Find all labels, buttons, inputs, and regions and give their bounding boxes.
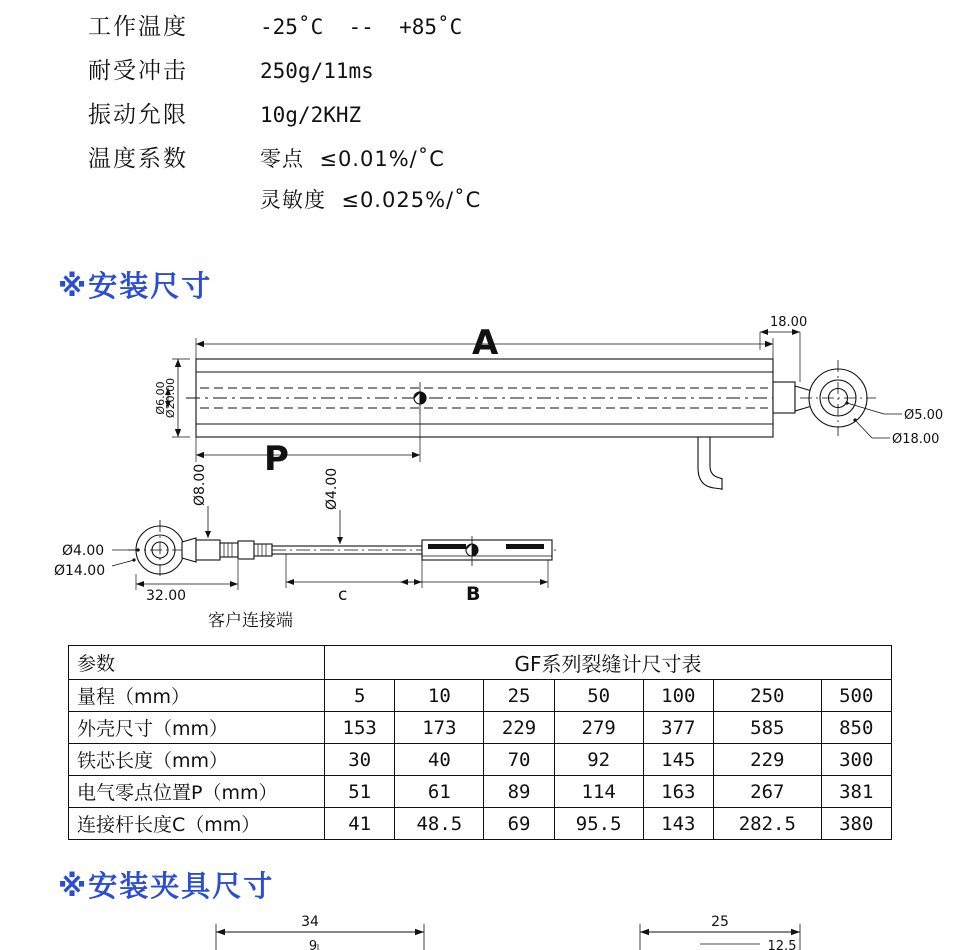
table-row <box>69 646 892 680</box>
table-cell: 282.5 <box>714 808 822 840</box>
clamp-dim-12-5: 12.5 <box>767 939 797 950</box>
table-cell: 40 <box>395 744 484 776</box>
table-row <box>69 712 892 744</box>
spec-value: 250g/11ms <box>260 59 374 83</box>
drawing-label-P: P <box>264 439 289 479</box>
spec-value: 10g/2KHZ <box>260 103 362 127</box>
dim-d20: Ø20.00 <box>164 377 177 419</box>
table-cell: 500 <box>821 680 891 712</box>
table-cell: 48.5 <box>395 808 484 840</box>
table-cell: 229 <box>484 712 554 744</box>
table-row-label: 外壳尺寸（mm） <box>69 712 325 744</box>
table-row <box>69 744 892 776</box>
spec-row <box>88 52 481 96</box>
table-cell: 279 <box>554 712 643 744</box>
dim-d6: Ø6.00 <box>154 381 167 415</box>
dim-d8: Ø8.00 <box>192 463 208 506</box>
table-row <box>69 776 892 808</box>
section-heading-clamp-dimensions: ※安装夹具尺寸 <box>58 869 275 903</box>
table-cell: 250 <box>714 680 822 712</box>
dim-d4-shaft: Ø4.00 <box>324 467 340 510</box>
table-cell: 95.5 <box>554 808 643 840</box>
table-cell: 69 <box>484 808 554 840</box>
clamp-dim-34: 34 <box>301 914 319 930</box>
table-row <box>69 808 892 840</box>
table-corner-header: 参数 <box>69 646 325 680</box>
table-cell: 377 <box>643 712 713 744</box>
drawing-label-A: A <box>472 323 499 363</box>
dim-32: 32.00 <box>146 588 187 604</box>
clamp-dim-25: 25 <box>711 914 729 930</box>
section-heading-install-dimensions: ※安装尺寸 <box>58 269 213 303</box>
dim-18: 18.00 <box>770 315 808 330</box>
table-cell: 41 <box>325 808 395 840</box>
spec-label: 振动允限 <box>88 102 188 128</box>
table-cell: 70 <box>484 744 554 776</box>
table-cell: 173 <box>395 712 484 744</box>
dim-d14: Ø14.00 <box>54 563 106 579</box>
table-cell: 89 <box>484 776 554 808</box>
table-cell: 381 <box>821 776 891 808</box>
spec-value: -25˚C -- +85˚C <box>260 15 463 39</box>
table-cell: 30 <box>325 744 395 776</box>
table-cell: 92 <box>554 744 643 776</box>
spec-value: 零点 ≤0.01%/˚C <box>260 147 445 171</box>
table-cell: 10 <box>395 680 484 712</box>
drawing-caption: 客户连接端 <box>208 611 293 631</box>
table-cell: 267 <box>714 776 822 808</box>
specifications-list <box>88 8 481 228</box>
dim-d18: Ø18.00 <box>892 432 940 447</box>
spec-value: 灵敏度 ≤0.025%/˚C <box>260 188 482 212</box>
spec-label: 耐受冲击 <box>88 58 188 84</box>
table-cell: 25 <box>484 680 554 712</box>
spec-label: 温度系数 <box>88 146 188 172</box>
table-row-label: 铁芯长度（mm） <box>69 744 325 776</box>
spec-label: 工作温度 <box>88 14 188 40</box>
table-cell: 145 <box>643 744 713 776</box>
table-cell: 163 <box>643 776 713 808</box>
table-cell: 229 <box>714 744 822 776</box>
table-row <box>69 680 892 712</box>
spec-row <box>88 96 481 140</box>
dimension-table-wrapper <box>68 645 892 840</box>
table-cell: 143 <box>643 808 713 840</box>
clamp-drawing <box>0 912 960 950</box>
table-cell: 51 <box>325 776 395 808</box>
table-row-label: 连接杆长度C（mm） <box>69 808 325 840</box>
table-cell: 50 <box>554 680 643 712</box>
table-group-header: GF系列裂缝计尺寸表 <box>325 646 892 680</box>
table-cell: 300 <box>821 744 891 776</box>
table-cell: 61 <box>395 776 484 808</box>
drawing-label-c: c <box>338 585 348 605</box>
dim-d5: Ø5.00 <box>904 408 944 423</box>
table-cell: 380 <box>821 808 891 840</box>
technical-drawing <box>0 310 960 640</box>
table-cell: 114 <box>554 776 643 808</box>
table-row-label: 量程（mm） <box>69 680 325 712</box>
table-cell: 5 <box>325 680 395 712</box>
dim-d4: Ø4.00 <box>62 543 105 559</box>
table-cell: 153 <box>325 712 395 744</box>
spec-row <box>88 8 481 52</box>
spec-row-continuation <box>88 184 481 228</box>
table-cell: 585 <box>714 712 822 744</box>
table-row-label: 电气零点位置P（mm） <box>69 776 325 808</box>
table-cell: 850 <box>821 712 891 744</box>
drawing-label-B: B <box>466 583 481 605</box>
clamp-dim-9: 9 <box>308 939 318 950</box>
table-cell: 100 <box>643 680 713 712</box>
spec-row <box>88 140 481 184</box>
dimension-table <box>68 645 892 840</box>
